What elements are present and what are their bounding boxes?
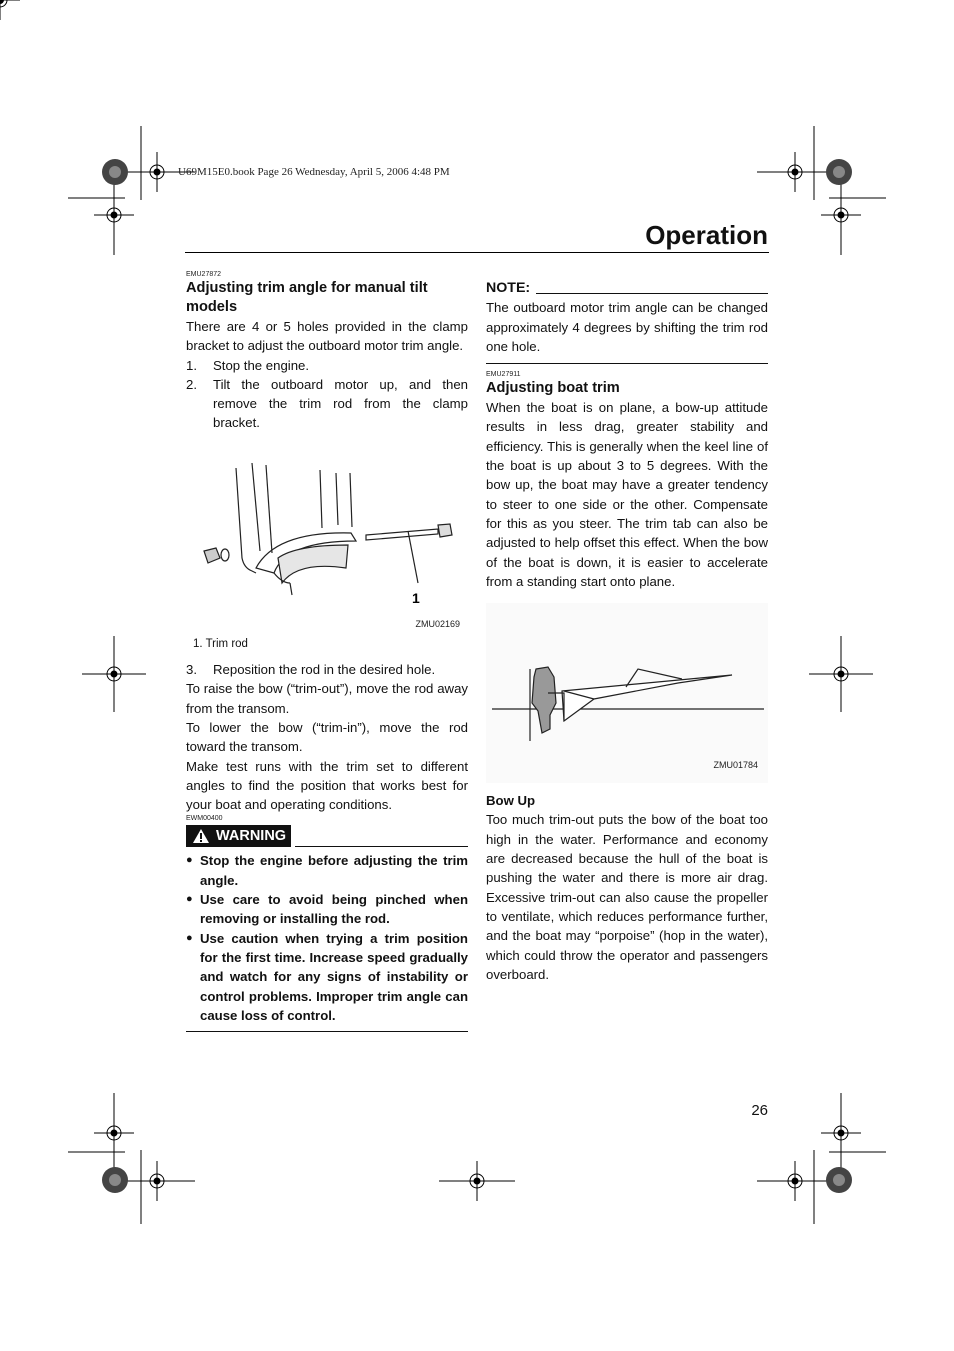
section-code: EMU27872 xyxy=(186,271,222,278)
section-code: EMU27911 xyxy=(486,371,521,379)
note-rule xyxy=(536,293,768,294)
figure-caption: 1. Trim rod xyxy=(193,637,248,650)
warning-code: EWM00400 xyxy=(186,815,223,823)
figure-code: ZMU02169 xyxy=(415,619,460,630)
warning-list xyxy=(186,851,468,1032)
note-text: The outboard motor trim angle can be changed approximately 4 degrees by shifting the trim rod one hole. xyxy=(486,300,768,354)
trim-rod-illustration xyxy=(186,433,468,633)
section-heading: Adjusting trim angle for manual tilt models xyxy=(186,280,428,315)
warning-triangle-icon xyxy=(192,828,210,844)
warning-badge xyxy=(186,825,291,847)
warning-header xyxy=(186,825,468,847)
warning-item xyxy=(186,890,468,929)
warning-text: Use care to avoid being pinched when removing or installing the rod. xyxy=(200,892,468,927)
step-number: 3. xyxy=(186,662,197,678)
bow-up-paragraph: Too much trim-out puts the bow of the boat too high in the water. Performance and economy are decreased because the hull of the boat is pushing the water and there is more air drag. Excessive trim-out can also cause the propeller to ventilate, which reduces performance further, and the boat may “porpoise” (hop in the water), which could throw the operator and passengers overboard. xyxy=(486,812,768,982)
step-text: Tilt the outboard motor up, and then remove the trim rod from the clamp bracket. xyxy=(213,376,468,431)
callout-number: 1 xyxy=(412,589,420,606)
trim-rod-figure xyxy=(186,433,468,633)
page-title: Operation xyxy=(645,220,768,250)
warning-item xyxy=(186,929,468,1025)
step-text: Stop the engine. xyxy=(213,357,310,373)
figure-code: ZMU01784 xyxy=(713,759,758,770)
page-number: 26 xyxy=(751,1102,768,1119)
bullet: ● xyxy=(186,854,193,867)
warning-label: WARNING xyxy=(216,827,287,844)
warning-rule xyxy=(295,846,468,847)
right-column xyxy=(486,279,768,984)
warning-text: Use caution when trying a trim position for the first time. Increase speed gradually and watch for any signs of instability or control problems. Improper trim angle can cause loss of control. xyxy=(200,930,468,1023)
note-label: NOTE: xyxy=(486,280,531,296)
paragraph: To raise the bow (“trim-out”), move the rod away from the transom. xyxy=(186,681,468,716)
note-header xyxy=(486,279,768,298)
subheading: Bow Up xyxy=(486,793,536,809)
left-column xyxy=(186,270,468,1032)
step-item xyxy=(186,375,468,433)
title-rule xyxy=(185,252,769,253)
bullet: ● xyxy=(186,893,193,906)
paragraph: To lower the bow (“trim-in”), move the rod toward the transom. xyxy=(186,719,468,755)
warning-text: Stop the engine before adjusting the trim angle. xyxy=(200,853,468,888)
intro-paragraph: There are 4 or 5 holes provided in the clamp bracket to adjust the outboard motor trim angle. xyxy=(186,319,468,354)
step-item xyxy=(186,356,468,375)
file-header: U69M15E0.book Page 26 Wednesday, April 5, 2006 4:48 PM xyxy=(178,166,450,178)
warning-item xyxy=(186,851,468,890)
step-number: 1. xyxy=(186,357,197,373)
note-end-rule xyxy=(486,363,768,364)
step-text: Reposition the rod in the desired hole. xyxy=(213,662,436,678)
paragraph: Make test runs with the trim set to different angles to find the position that works best for your boat and operating conditions. xyxy=(186,758,468,813)
bow-up-figure xyxy=(486,603,768,783)
section-heading: Adjusting boat trim xyxy=(486,380,620,397)
step-number: 2. xyxy=(186,376,197,392)
step-item xyxy=(186,660,468,679)
body-paragraph: When the boat is on plane, a bow-up attitude results in less drag, greater stability and efficiency. This is generally when the keel line of the boat is up about 3 to 5 degrees. With the bow up, the boat may have a greater tendency to steer to one side or the other. Compensate for this as you steer. The trim tab can also be adjusted to help offset this effect. When the bow of the boat is down, it is easier to accelerate from a standing start onto plane. xyxy=(486,400,768,589)
bullet: ● xyxy=(186,931,193,944)
